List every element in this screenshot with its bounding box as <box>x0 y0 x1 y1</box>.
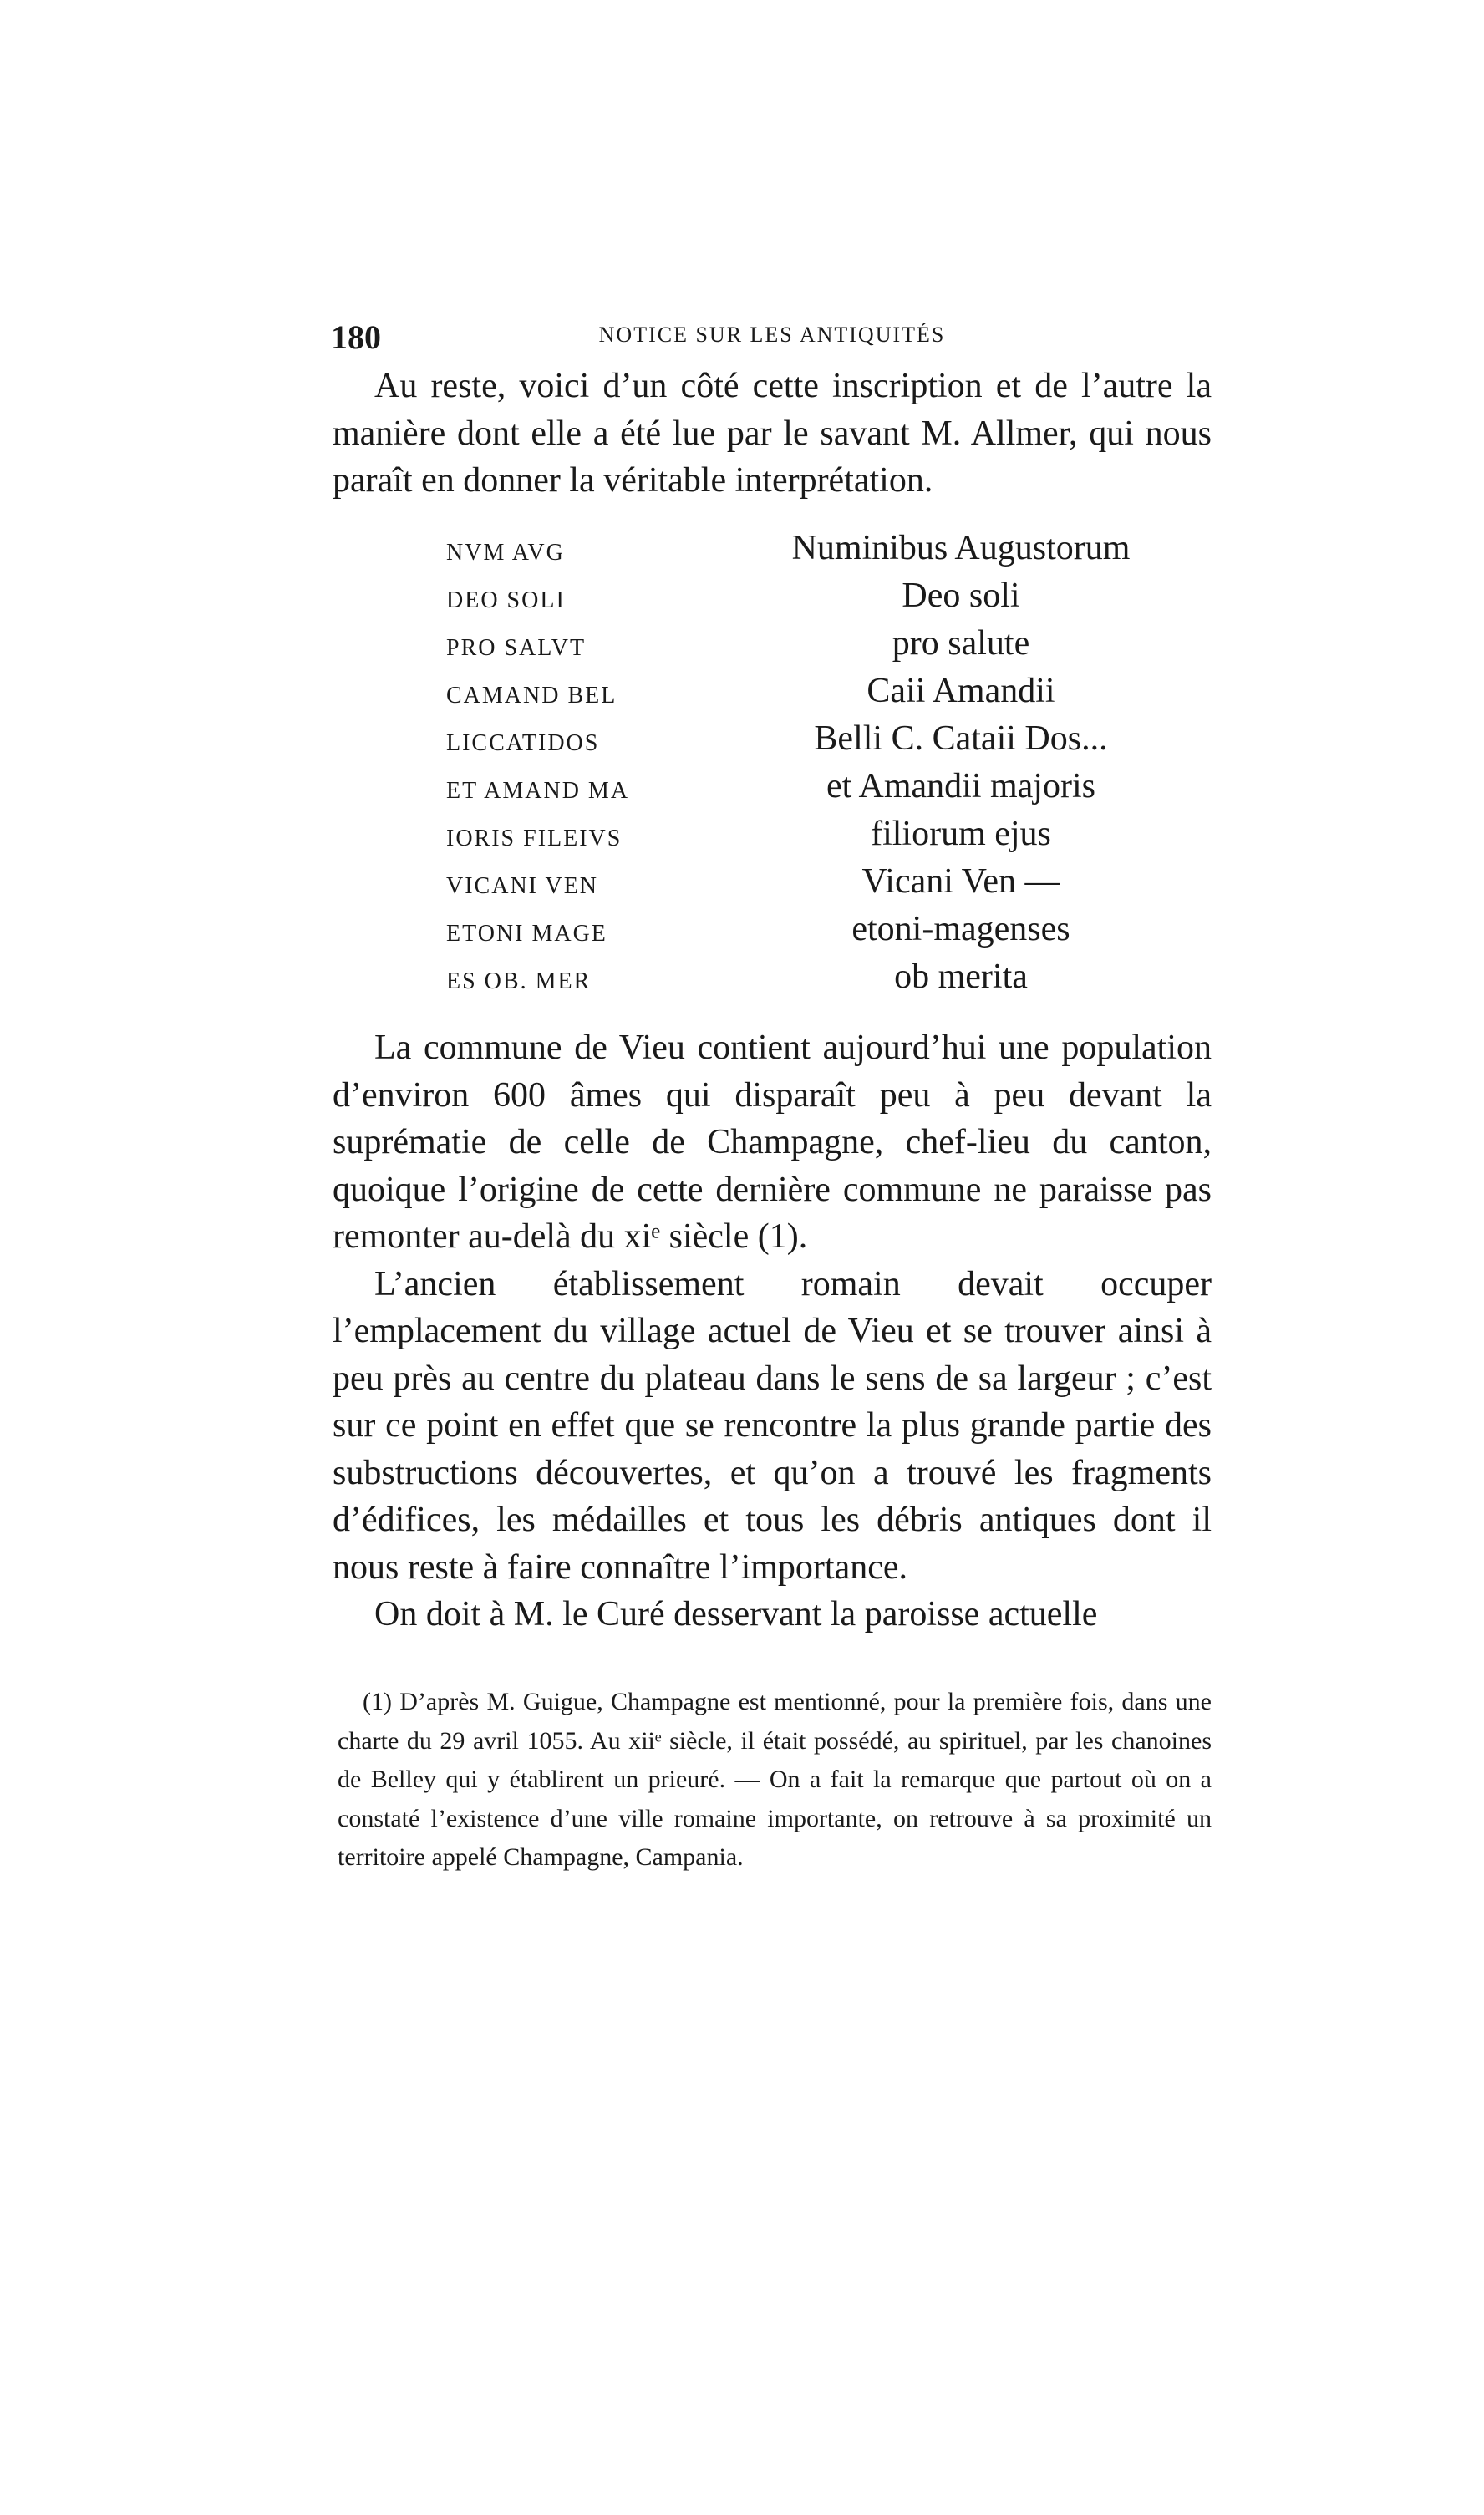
page-number: 180 <box>331 318 381 356</box>
header-title: NOTICE SUR LES ANTIQUITÉS <box>598 323 946 347</box>
footnote-text: (1) D’après M. Guigue, Champagne est mentionné, pour la première fois, dans une charte du 29 avril 1055. Au xiiᵉ siècle, il était possédé, au spirituel, par les chanoines de Belley qui y établirent un prieuré. — On a fait la remarque que partout où on a constaté l’existence d’une ville romaine importante, on retrouve à sa proximité un territoire appelé Champagne, Campania. <box>338 1688 1212 1871</box>
inscription-row <box>0 957 1484 1004</box>
inscription-latin: IORIS FILEIVS <box>446 826 623 851</box>
main-text <box>333 1024 1212 1639</box>
inscription-row <box>0 528 1484 576</box>
inscription-reading: Vicani Ven — <box>861 862 1060 901</box>
inscription-reading: ob merita <box>894 958 1028 996</box>
inscription-latin: CAMAND BEL <box>446 683 617 709</box>
running-head <box>331 318 1213 359</box>
inscription-reading: pro salute <box>892 624 1030 663</box>
paragraph-cure: On doit à M. le Curé desservant la paroisse actuelle <box>374 1595 1098 1633</box>
intro-text: Au reste, voici d’un côté cette inscription et de l’autre la manière dont elle a été lue par le savant M. Allmer, qui nous paraît en donner la véritable interprétation. <box>333 367 1212 500</box>
inscription-row <box>0 623 1484 671</box>
inscription-reading: etoni-magenses <box>851 910 1070 948</box>
inscription-latin: ES OB. MER <box>446 968 592 994</box>
inscription-reading: et Amandii majoris <box>826 767 1095 805</box>
paragraph-roman-settlement: L’ancien établissement romain devait occuper l’emplacement du village actuel de Vieu et se trouver ainsi à peu près au centre du plateau dans le sens de sa largeur ; c’est sur ce point en effet que se rencontre la plus grande partie des substructions découvertes, et qu’on a trouvé les fragments d’édifices, les médailles et tous les débris antiques dont il nous reste à faire connaître l’importance. <box>333 1264 1212 1587</box>
paragraph-population: La commune de Vieu contient aujourd’hui une population d’environ 600 âmes qui disparaît peu à peu devant la suprématie de celle de Champagne, chef-lieu du canton, quoique l’origine de cette dernière commune ne paraisse pas remonter au-delà du xiᵉ siècle (1). <box>333 1029 1212 1256</box>
inscription-reading: filiorum ejus <box>871 815 1051 853</box>
inscription-table <box>0 528 1484 996</box>
inscription-reading: Caii Amandii <box>867 672 1055 710</box>
intro-paragraph <box>333 363 1212 505</box>
inscription-row <box>0 861 1484 909</box>
inscription-row <box>0 719 1484 766</box>
inscription-latin: DEO SOLI <box>446 587 566 613</box>
inscription-row <box>0 909 1484 957</box>
footnote <box>338 1683 1212 1877</box>
inscription-row <box>0 766 1484 814</box>
inscription-latin: NVM AVG <box>446 540 565 566</box>
inscription-reading: Deo soli <box>902 577 1020 615</box>
inscription-reading: Belli C. Cataii Dos... <box>814 719 1108 758</box>
inscription-latin: ET AMAND MA <box>446 778 630 804</box>
inscription-latin: VICANI VEN <box>446 873 599 899</box>
inscription-latin: LICCATIDOS <box>446 730 600 756</box>
inscription-row <box>0 814 1484 861</box>
inscription-latin: ETONI MAGE <box>446 921 607 947</box>
inscription-reading: Numinibus Augustorum <box>791 529 1131 567</box>
inscription-row <box>0 576 1484 623</box>
inscription-latin: PRO SALVT <box>446 635 587 661</box>
inscription-row <box>0 671 1484 719</box>
